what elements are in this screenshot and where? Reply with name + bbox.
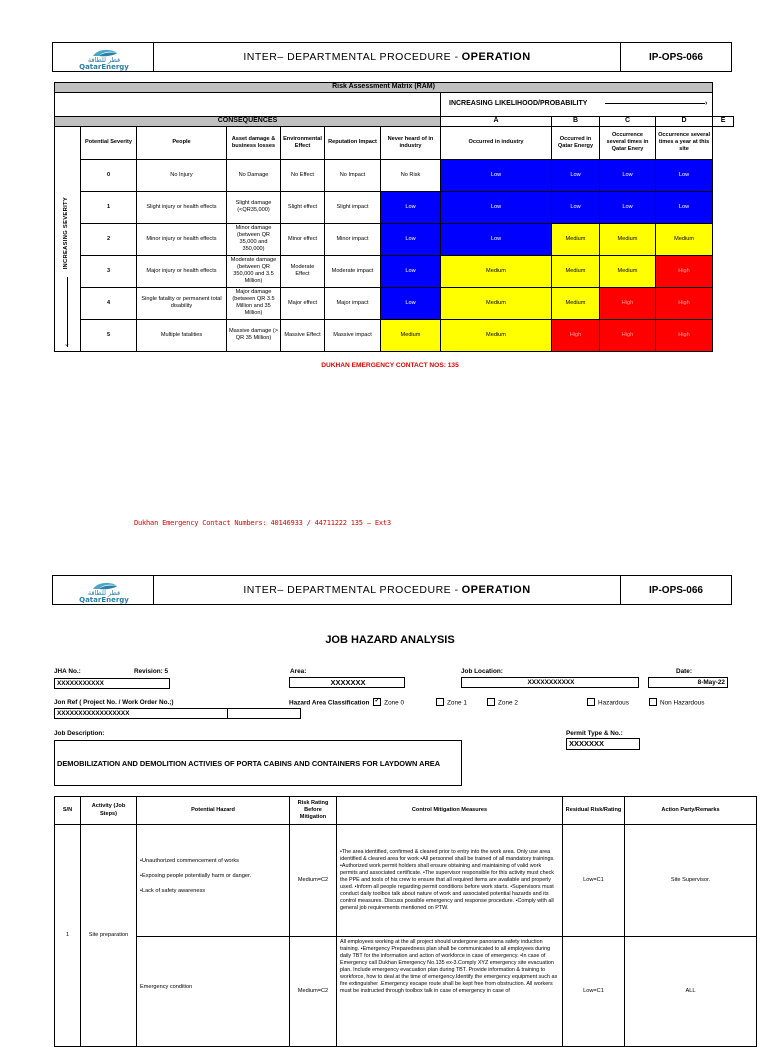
row-residual: Low=C1	[563, 825, 625, 937]
revision-label: Revision: 5	[134, 668, 169, 675]
job-description-field[interactable]: DEMOBILIZATION AND DEMOLITION ACTIVIES OF PORTA CABINS AND CONTAINERS FOR LAYDOWN AREA	[54, 740, 462, 786]
likelihood-label: INCREASING LIKELIHOOD/PROBABILITY	[449, 100, 588, 108]
reputation-effect: Moderate impact	[325, 255, 381, 287]
header-risk-before: Risk Rating Before Mitigation	[290, 797, 337, 825]
env-effect: No Effect	[281, 159, 325, 191]
people-effect: Slight injury or health effects	[137, 191, 227, 223]
header-hazard: Potential Hazard	[137, 797, 290, 825]
risk-cell: Low	[381, 255, 441, 287]
risk-cell: Low	[441, 159, 552, 191]
header-action: Action Party/Remarks	[625, 797, 757, 825]
zone0-checkbox[interactable]: ✓	[374, 698, 380, 704]
hazard-item: •Lack of safety awareness	[140, 888, 206, 895]
risk-cell: Low	[441, 223, 552, 255]
zone0-label: Zone 0	[384, 699, 405, 707]
hazard-item: •Unauthorized commencement of works	[140, 857, 239, 864]
env-effect: Moderate Effect	[281, 255, 325, 287]
risk-cell: Low	[600, 159, 656, 191]
ram-row	[55, 191, 734, 223]
permit-label: Permit Type & No.:	[566, 730, 623, 737]
risk-cell: Low	[381, 223, 441, 255]
col-header-a: Never heard of in industry	[381, 126, 441, 159]
document-header-2	[52, 575, 732, 605]
zone2-checkbox[interactable]	[487, 698, 495, 706]
header-title-prefix: INTER– DEPARTMENTAL PROCEDURE -	[243, 51, 459, 63]
severity-level: 4	[81, 287, 137, 319]
svg-text:ﻗﻄﺮ ﻟﻠﻄﺎﻗﺔ: ﻗﻄﺮ ﻟﻠﻄﺎﻗﺔ	[87, 589, 121, 597]
row-action: ALL	[625, 937, 757, 1047]
header-control: Control Mitigation Measures	[337, 797, 563, 825]
header-title-bold: OPERATION	[461, 584, 531, 596]
hazard-item: •Exposing people potentially harm or danger.	[140, 872, 252, 879]
reputation-effect: Slight impact	[325, 191, 381, 223]
risk-cell: Medium	[552, 223, 600, 255]
company-logo	[53, 576, 154, 604]
jha-title: JOB HAZARD ANALYSIS	[325, 634, 455, 646]
likelihood-letter-d: D	[656, 117, 713, 127]
row-activity: Site preparation	[81, 825, 137, 1047]
header-sn: S/N	[55, 797, 81, 825]
table-row	[55, 825, 757, 937]
people-effect: Major injury or health effects	[137, 255, 227, 287]
risk-cell: Low	[656, 191, 713, 223]
severity-level: 5	[81, 319, 137, 351]
reputation-effect: No Impact	[325, 159, 381, 191]
asset-effect: Major damage (between QR 3.5 Million and 35 Million)	[227, 287, 281, 319]
jha-no-label: JHA No.:	[54, 668, 81, 675]
risk-cell: High	[656, 255, 713, 287]
people-effect: Single fatality or permanent total disability	[137, 287, 227, 319]
risk-cell: High	[600, 287, 656, 319]
ram-row	[55, 159, 734, 191]
hazard-area-classification	[289, 699, 404, 707]
consequences-label: CONSEQUENCES	[55, 117, 441, 127]
env-effect: Slight effect	[281, 191, 325, 223]
risk-cell: High	[600, 319, 656, 351]
risk-cell: Medium	[656, 223, 713, 255]
row-risk-before: Medium=C2	[290, 825, 337, 937]
env-effect: Major effect	[281, 287, 325, 319]
non-hazardous-checkbox[interactable]	[649, 698, 657, 706]
risk-cell: High	[552, 319, 600, 351]
risk-cell: Medium	[441, 255, 552, 287]
row-residual: Low=C1	[563, 937, 625, 1047]
qatarenergy-logo-icon	[71, 45, 137, 71]
asset-effect: No Damage	[227, 159, 281, 191]
people-effect: No Injury	[137, 159, 227, 191]
header-title	[154, 576, 620, 604]
hazardous-option	[587, 699, 629, 707]
severity-level: 2	[81, 223, 137, 255]
risk-cell: Medium	[441, 319, 552, 351]
hazard-class-label: Hazard Area Classification	[289, 699, 370, 707]
emergency-contact-numbers: Dukhan Emergency Contact Numbers: 40146933 / 44711222 135 – Ext3	[134, 519, 391, 527]
col-header-people: People	[137, 126, 227, 159]
likelihood-letter-c: C	[600, 117, 656, 127]
risk-cell: Low	[552, 159, 600, 191]
table-row	[55, 937, 757, 1047]
job-ref-label: Jon Ref ( Project No. / Work Order No.;)	[54, 699, 174, 706]
job-ref-extra-field[interactable]	[227, 708, 301, 719]
asset-effect: Massive damage (> QR 35 Million)	[227, 319, 281, 351]
likelihood-letter-a: A	[441, 117, 552, 127]
zone1-label: Zone 1	[447, 699, 467, 707]
job-desc-label: Job Description:	[54, 730, 105, 737]
header-title-prefix: INTER– DEPARTMENTAL PROCEDURE -	[243, 584, 459, 596]
row-action: Site Supervisor.	[625, 825, 757, 937]
risk-cell: Low	[656, 159, 713, 191]
asset-effect: Minor damage (between QR 35,000 and 350,000)	[227, 223, 281, 255]
likelihood-header	[441, 93, 713, 117]
risk-cell: Medium	[441, 287, 552, 319]
col-header-d: Occurrence several times in Qatar Enery	[600, 126, 656, 159]
risk-assessment-matrix	[54, 82, 734, 352]
row-sn: 1	[55, 825, 81, 1047]
risk-cell: Low	[552, 191, 600, 223]
severity-level: 3	[81, 255, 137, 287]
risk-cell: Medium	[600, 255, 656, 287]
people-effect: Multiple fatalities	[137, 319, 227, 351]
people-effect: Minor injury or health effects	[137, 223, 227, 255]
job-location-label: Job Location:	[461, 668, 503, 675]
header-activity: Activity (Job Steps)	[81, 797, 137, 825]
hazardous-checkbox[interactable]	[587, 698, 595, 706]
col-header-reputation: Reputation Impact	[325, 126, 381, 159]
severity-axis-label: INCREASING SEVERITY	[63, 196, 69, 270]
job-ref-field[interactable]: XXXXXXXXXXXXXXXXX	[54, 708, 228, 719]
header-residual: Residual Risk/Rating	[563, 797, 625, 825]
reputation-effect: Massive impact	[325, 319, 381, 351]
risk-cell: Medium	[381, 319, 441, 351]
area-field[interactable]: XXXXXXX	[289, 677, 405, 688]
risk-cell: Medium	[552, 255, 600, 287]
ram-row	[55, 287, 734, 319]
area-label: Area:	[290, 668, 307, 675]
hazardous-label: Hazardous	[598, 699, 629, 707]
ram-row	[55, 223, 734, 255]
header-title	[154, 43, 620, 71]
row-risk-before: Medium=C2	[290, 937, 337, 1047]
row-controls: •The area identified, confirmed & cleared prior to entry into the work area. Only use area identified & cleared area for work •All personnel shall be trained of all mandatory trainings. •Authorized work permit holders shall ensure obtaining and maintaining of valid work permits and associated certificate. •The supervisor responsible for this activity must check the PPE and tools of his crew to ensure that all required items are available and properly used. •Inform all people regarding permit conditions before work starts. •Supervisors must conduct daily toolbox talk about nature of work and associated potential hazards and its control measures. Discuss possible emergency and response procedure. •Comply with all general job requirements mentioned on PTW.	[337, 825, 563, 937]
risk-cell: Low	[381, 287, 441, 319]
ram-row	[55, 255, 734, 287]
non-hazardous-option	[649, 699, 704, 707]
col-header-env: Environmental Effect	[281, 126, 325, 159]
ram-title: Risk Assessment Matrix (RAM)	[55, 83, 713, 93]
document-header	[52, 42, 732, 72]
likelihood-arrow-icon: ›	[605, 103, 705, 104]
col-header-severity: Potential Severity	[81, 126, 137, 159]
env-effect: Massive Effect	[281, 319, 325, 351]
reputation-effect: Major impact	[325, 287, 381, 319]
company-logo	[53, 43, 154, 71]
row-hazards	[137, 937, 290, 1047]
severity-arrow-icon	[67, 277, 68, 347]
risk-cell: No Risk	[381, 159, 441, 191]
severity-level: 1	[81, 191, 137, 223]
col-header-c: Occurred in Qatar Energy	[552, 126, 600, 159]
asset-effect: Slight damage (<QR35,000)	[227, 191, 281, 223]
permit-field[interactable]: XXXXXXX	[566, 738, 640, 750]
job-location-field[interactable]: XXXXXXXXXXX	[461, 677, 639, 688]
hazard-item: Emergency condition	[140, 983, 193, 990]
likelihood-letter-e: E	[713, 117, 734, 127]
zone1-option	[436, 699, 467, 707]
jha-no-field[interactable]: XXXXXXXXXXX	[54, 678, 170, 689]
row-hazards	[137, 825, 290, 937]
risk-cell: Medium	[600, 223, 656, 255]
risk-cell: Low	[381, 191, 441, 223]
svg-text:ﻗﻄﺮ ﻟﻠﻄﺎﻗﺔ: ﻗﻄﺮ ﻟﻠﻄﺎﻗﺔ	[87, 56, 121, 64]
risk-cell: Low	[441, 191, 552, 223]
emergency-contact-line: DUKHAN EMERGENCY CONTACT NOS: 135	[321, 362, 459, 369]
document-code: IP-OPS-066	[620, 43, 731, 71]
risk-cell: Medium	[552, 287, 600, 319]
zone2-label: Zone 2	[498, 699, 518, 707]
risk-cell: High	[656, 287, 713, 319]
col-header-asset: Asset damage & business losses	[227, 126, 281, 159]
qatarenergy-logo-icon	[71, 578, 137, 604]
date-field[interactable]: 8-May-22	[648, 677, 728, 688]
svg-text:QatarEnergy: QatarEnergy	[79, 596, 129, 604]
document-code: IP-OPS-066	[620, 576, 731, 604]
severity-axis: INCREASING SEVERITY ⌄	[55, 126, 81, 351]
risk-cell: High	[656, 319, 713, 351]
risk-cell: Low	[600, 191, 656, 223]
jha-header-row	[55, 797, 757, 825]
zone2-option	[487, 699, 518, 707]
row-controls: All employees working at the all project should undergone panorama safety induction training. •Emergency Preparedness plan shall be communicated to all employees during daily TBT for the information and action of workforce in case of emergency. •In case of Emergency call Dukhan Emergency No.135 ex-3.Comply XYZ emergency site evacuation plan. Include emergency evacuation plan during TBT. Provide information & training to workforce, how to deal at the time of emergency.Identify the emergency equipment such as fire extinguisher .Emergency escape route shall be kept free from obstruction. All workers must be instructed through toolbox talk in case of emergency in case of	[337, 937, 563, 1047]
zone1-checkbox[interactable]	[436, 698, 444, 706]
svg-text:QatarEnergy: QatarEnergy	[79, 63, 129, 71]
header-title-bold: OPERATION	[461, 51, 531, 63]
jha-table	[54, 796, 757, 1047]
severity-level: 0	[81, 159, 137, 191]
reputation-effect: Minor impact	[325, 223, 381, 255]
col-header-e: Occurrence several times a year at this site	[656, 126, 713, 159]
asset-effect: Moderate damage (between QR 350,000 and 3.5 Million)	[227, 255, 281, 287]
env-effect: Minor effect	[281, 223, 325, 255]
likelihood-letter-b: B	[552, 117, 600, 127]
ram-row	[55, 319, 734, 351]
col-header-b: Occurred in industry	[441, 126, 552, 159]
non-hazardous-label: Non Hazardous	[660, 699, 705, 707]
date-label: Date:	[676, 668, 692, 675]
